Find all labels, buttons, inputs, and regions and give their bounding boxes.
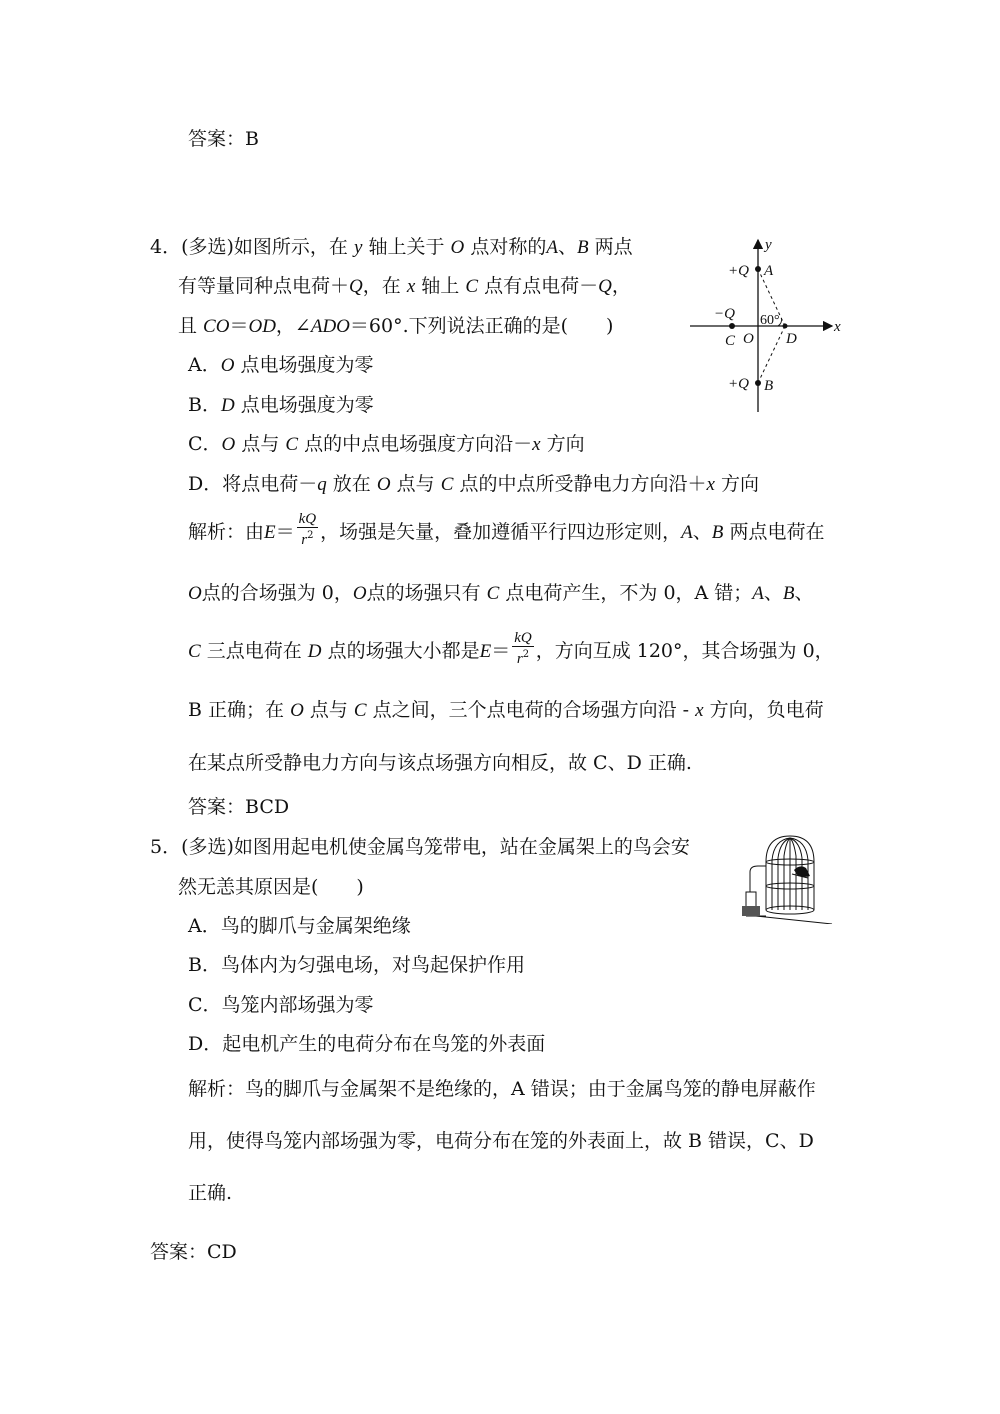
text: ，∠ <box>275 315 311 337</box>
var-O: O <box>450 237 465 258</box>
q4-answer <box>188 792 289 819</box>
answer-value: BCD <box>245 796 290 818</box>
fraction-denominator: r <box>301 532 308 548</box>
option-text: 点的中点电场强度方向沿－ <box>304 433 533 455</box>
text: ＝ <box>491 640 511 662</box>
text: 在某点所受静电力方向与该点场强方向相反，故 C、D 正确. <box>188 752 692 774</box>
answer-label: 答案： <box>188 796 246 818</box>
solution-text: 正确. <box>188 1182 233 1204</box>
q4-solution-line2 <box>188 578 814 605</box>
charge-diagram <box>688 232 848 417</box>
label-y: y <box>765 237 772 253</box>
option-text: 放在 <box>332 473 371 495</box>
label-c: C <box>725 333 736 349</box>
fraction <box>512 631 534 667</box>
q5-stem-line2 <box>178 872 364 899</box>
text: 点的合场强为 0， <box>201 582 353 604</box>
text: ， <box>611 275 631 297</box>
text: 两点 <box>594 236 633 258</box>
option-text: 点的中点所受静电力方向沿＋ <box>459 473 707 495</box>
q4-solution-line1 <box>188 511 825 551</box>
text: 轴上关于 <box>368 236 445 258</box>
var-O: O <box>290 700 304 721</box>
text: 点之间，三个点电荷的合场强方向沿 - <box>372 699 690 721</box>
var-OD: OD <box>248 316 276 337</box>
var-O: O <box>352 583 367 604</box>
option-text: 鸟笼内部场强为零 <box>221 994 374 1016</box>
var-E: E <box>479 641 492 662</box>
var-A: A <box>681 522 693 543</box>
q5-option-c[interactable] <box>188 990 374 1017</box>
text: 点对称的 <box>470 236 547 258</box>
text: 方向，负电荷 <box>709 699 824 721</box>
question-text: 如图用起电机使金属鸟笼带电，站在金属架上的鸟会安 <box>233 836 690 858</box>
var-y: y <box>353 237 363 258</box>
q4-option-b[interactable] <box>188 390 374 417</box>
answer-value: CD <box>207 1241 237 1263</box>
question-number: 4． <box>150 236 182 258</box>
var-x: x <box>695 700 704 721</box>
text: ＝ <box>275 521 295 543</box>
label-angle: 60° <box>760 313 780 328</box>
option-text: 方向 <box>546 433 585 455</box>
var-A: A <box>546 237 558 258</box>
q4-stem-line1 <box>150 232 633 259</box>
var: x <box>532 434 541 455</box>
text: ＝ <box>229 315 249 337</box>
q5-option-a[interactable] <box>188 911 411 938</box>
q5-answer <box>150 1237 237 1264</box>
option-text: 鸟体内为匀强电场，对鸟起保护作用 <box>220 954 525 976</box>
exponent: 2 <box>522 649 530 660</box>
question-number: 5． <box>150 836 182 858</box>
text: 轴上 <box>421 275 460 297</box>
option-letter: C． <box>188 433 222 455</box>
q5-solution-line1 <box>188 1074 816 1101</box>
text: ，方向互成 120°，其合场强为 0， <box>535 640 834 662</box>
text: 点有点电荷－ <box>484 275 599 297</box>
text: 、 <box>692 521 712 543</box>
text: 点与 <box>309 699 348 721</box>
var-B: B <box>782 583 795 604</box>
option-text: 将点电荷－ <box>222 473 318 495</box>
var-C: C <box>465 276 479 297</box>
label-b: B <box>764 378 774 394</box>
text: 如图所示，在 <box>233 236 348 258</box>
fraction <box>297 512 319 548</box>
previous-answer <box>188 124 259 151</box>
option-letter: D． <box>188 473 223 495</box>
solution-text: 解析：鸟的脚爪与金属架不是绝缘的，A 错误；由于金属鸟笼的静电屏蔽作 <box>188 1078 816 1100</box>
option-text: 点与 <box>241 433 280 455</box>
text: 、 <box>794 582 814 604</box>
var-Q: Q <box>598 276 612 297</box>
label-x: x <box>834 319 841 335</box>
point-d <box>783 324 788 329</box>
var-Q: Q <box>349 276 363 297</box>
var-C: C <box>353 700 367 721</box>
question-text: 然无恙其原因是( ) <box>178 876 364 898</box>
var: x <box>706 474 715 495</box>
var-C: C <box>486 583 500 604</box>
var-ADO: ADO <box>310 316 350 337</box>
q5-option-d[interactable] <box>188 1029 545 1056</box>
solution-text: 用，使得鸟笼内部场强为零，电荷分布在笼的外表面上，故 B 错误，C、D <box>188 1130 814 1152</box>
charge-c <box>729 323 735 329</box>
q4-solution-line4 <box>188 695 824 722</box>
q5-option-b[interactable] <box>188 950 525 977</box>
var-x: x <box>406 276 416 297</box>
q5-solution-line3 <box>188 1178 232 1205</box>
q4-stem-line2 <box>178 271 631 298</box>
option-letter: B． <box>188 954 221 976</box>
q4-solution-line5 <box>188 748 692 775</box>
q4-option-a[interactable] <box>188 350 374 377</box>
text: 点的场强只有 <box>366 582 481 604</box>
text: 有等量同种点电荷＋ <box>178 275 350 297</box>
text: 两点电荷在 <box>729 521 825 543</box>
charge-b <box>755 380 761 386</box>
var-B: B <box>711 522 724 543</box>
answer-label: 答案： <box>150 1241 208 1263</box>
q5-solution-line2 <box>188 1126 814 1153</box>
fraction-denominator: r <box>516 651 523 667</box>
option-text: 点与 <box>396 473 435 495</box>
q4-option-c[interactable] <box>188 429 585 456</box>
var-A: A <box>752 583 764 604</box>
option-letter: C． <box>188 994 222 1016</box>
question-tag: (多选) <box>181 836 234 858</box>
option-text: 起电机产生的电荷分布在鸟笼的外表面 <box>222 1033 546 1055</box>
label-o: O <box>743 331 754 347</box>
var: O <box>376 474 391 495</box>
label-plus-q-a: +Q <box>728 263 749 279</box>
answer-value: B <box>245 128 259 150</box>
option-letter: A． <box>188 354 221 376</box>
var-D: D <box>307 641 322 662</box>
var-CO: CO <box>203 316 230 337</box>
solution-label: 解析：由 <box>188 521 265 543</box>
text: B 正确；在 <box>188 699 285 721</box>
text: 点的场强大小都是 <box>327 640 480 662</box>
var: q <box>317 474 327 495</box>
var: D <box>220 395 235 416</box>
q4-stem-line3 <box>178 311 613 338</box>
exponent: 2 <box>307 530 314 541</box>
option-text: 点电场强度为零 <box>240 394 374 416</box>
question-tag: (多选) <box>181 236 234 258</box>
label-plus-q-b: +Q <box>728 376 749 392</box>
q5-stem-line1 <box>150 832 690 859</box>
answer-label: 答案： <box>188 128 246 150</box>
charge-a <box>755 266 761 272</box>
fraction-numerator: kQ <box>514 630 532 646</box>
text: 点电荷产生，不为 0，A 错； <box>505 582 753 604</box>
bird-cage-illustration <box>736 832 836 924</box>
option-letter: A． <box>188 915 221 937</box>
option-text: 方向 <box>720 473 759 495</box>
text: 、 <box>557 236 577 258</box>
var-C: C <box>188 641 201 662</box>
var: C <box>285 434 299 455</box>
generator-base <box>742 906 760 916</box>
var: O <box>221 434 236 455</box>
var-B: B <box>576 237 589 258</box>
var-E: E <box>264 522 276 543</box>
option-letter: D． <box>188 1033 223 1055</box>
dashed-line-bd <box>758 326 785 383</box>
fraction-numerator: kQ <box>298 511 317 527</box>
var: C <box>440 474 454 495</box>
q4-option-d[interactable] <box>188 469 759 496</box>
option-letter: B． <box>188 394 221 416</box>
var: O <box>220 355 235 376</box>
var-O: O <box>188 583 202 604</box>
label-a: A <box>764 263 774 279</box>
text: 且 <box>178 315 204 337</box>
q4-solution-line3 <box>188 630 834 670</box>
text: ＝60°.下列说法正确的是( ) <box>349 315 614 337</box>
text: ，在 <box>362 275 401 297</box>
text: ，场强是矢量，叠加遵循平行四边形定则， <box>320 521 682 543</box>
text: 、 <box>763 582 783 604</box>
label-minus-q: −Q <box>714 306 735 322</box>
option-text: 鸟的脚爪与金属架绝缘 <box>220 915 411 937</box>
text: 三点电荷在 <box>206 640 302 662</box>
option-text: 点电场强度为零 <box>240 354 374 376</box>
label-d: D <box>786 331 797 347</box>
